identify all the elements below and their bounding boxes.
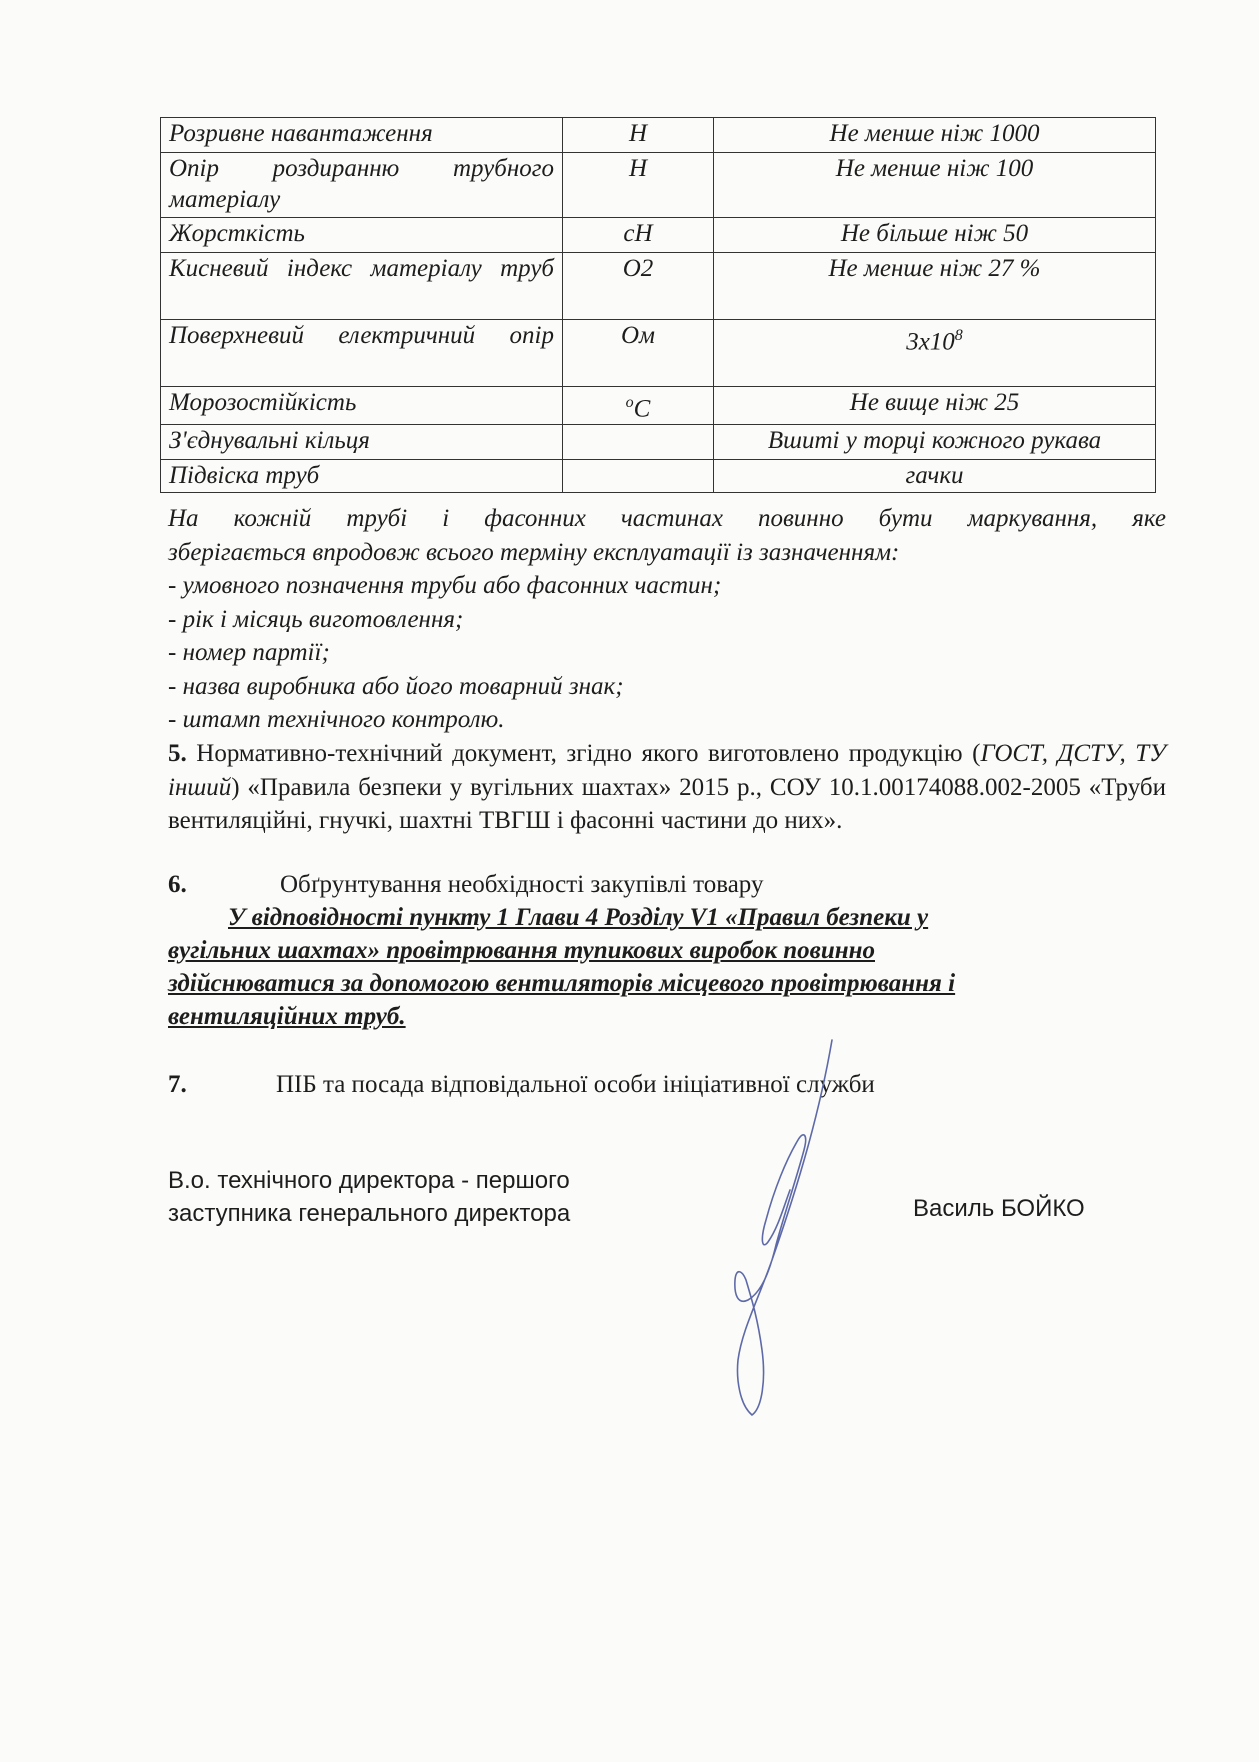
- justification-line: У відповідності пункту 1 Глави 4 Розділу V1 «Правил безпеки у: [228, 904, 929, 931]
- param-name: Поверхневий електричний опір: [161, 320, 563, 387]
- param-value: Не менше ніж 1000: [714, 118, 1156, 153]
- marking-item: - рік і місяць виготовлення;: [168, 605, 464, 633]
- position-line1: В.о. технічного директора - першого: [168, 1167, 570, 1194]
- section-6-number: 6.: [168, 871, 187, 898]
- justification-text: [168, 901, 1098, 1033]
- param-name: Кисневий індекс матеріалу труб: [161, 253, 563, 320]
- param-value: Не більше ніж 50: [714, 218, 1156, 253]
- position-line2: заступника генерального директора: [168, 1200, 571, 1227]
- section-5-text-a: Нормативно-технічний документ, згідно якого виготовлено продукцію (: [186, 740, 981, 767]
- param-value: [714, 320, 1156, 387]
- param-name: Опір роздиранню трубного матеріалу: [161, 153, 563, 218]
- param-name: Морозостійкість: [161, 387, 563, 425]
- param-value: Не вище ніж 25: [714, 387, 1156, 425]
- param-value: Вшиті у торці кожного рукава: [714, 425, 1156, 460]
- justification-line: вугільних шахтах» провітрювання тупикових виробок повинно: [168, 937, 875, 964]
- param-value: Не менше ніж 27 %: [714, 253, 1156, 320]
- signatory-position: [168, 1164, 570, 1230]
- unit-degree: о: [625, 394, 634, 411]
- param-unit: Н: [563, 118, 714, 153]
- param-name: Розривне навантаження: [161, 118, 563, 153]
- justification-line: вентиляційних труб.: [168, 1003, 406, 1030]
- section-5-paragraph: [168, 737, 1166, 838]
- param-name: З'єднувальні кільця: [161, 425, 563, 460]
- table-row: [161, 218, 1156, 253]
- marking-intro-line1: На кожній трубі і фасонних частинах повинно бути маркування, яке: [168, 505, 1166, 532]
- param-unit: Ом: [563, 320, 714, 387]
- param-unit: [563, 387, 714, 425]
- marking-item: - номер партії;: [168, 639, 330, 666]
- section-7-title: ПІБ та посада відповідальної особи ініціативної служби: [276, 1071, 875, 1098]
- param-unit: сН: [563, 218, 714, 253]
- section-6-title: Обґрунтування необхідності закупівлі товару: [280, 871, 764, 898]
- param-value: гачки: [714, 460, 1156, 493]
- marking-item: - умовного позначення труби або фасонних частин;: [168, 572, 722, 599]
- param-unit: [563, 425, 714, 460]
- param-name: Підвіска труб: [161, 460, 563, 493]
- table-row: [161, 425, 1156, 460]
- param-unit: О2: [563, 253, 714, 320]
- justification-line: здійснюватися за допомогою вентиляторів місцевого провітрювання і: [168, 970, 956, 997]
- marking-requirements: [168, 502, 1166, 737]
- marking-intro-line2: зберігається впродовж всього терміну експлуатації із зазначенням:: [168, 538, 900, 566]
- param-value: Не менше ніж 100: [714, 153, 1156, 218]
- marking-item: - назва виробника або його товарний знак;: [168, 672, 624, 700]
- value-exponent: 8: [954, 327, 963, 344]
- specs-table: [160, 117, 1156, 493]
- value-base: 3х10: [906, 328, 955, 356]
- table-row: [161, 320, 1156, 387]
- table-row: [161, 153, 1156, 218]
- signatory-name: Василь БОЙКО: [913, 1195, 1085, 1222]
- section-5-text-b: ) «Правила безпеки у вугільних шахтах» 2015 р., СОУ 10.1.00174088.002-2005 «Труби вентиляційні, гнучкі, шахтні ТВГШ і фасонні частини до них».: [168, 773, 1166, 834]
- section-5-text-italic: ГОСТ, ДСТУ, ТУ інший: [168, 740, 1166, 801]
- table-row: [161, 460, 1156, 493]
- section-5-number: 5.: [168, 740, 187, 767]
- table-row: [161, 387, 1156, 425]
- param-unit: [563, 460, 714, 493]
- table-row: [161, 253, 1156, 320]
- unit-text: С: [633, 395, 651, 423]
- section-7-number: 7.: [168, 1071, 187, 1098]
- handwritten-signature: [700, 1030, 850, 1430]
- marking-item: - штамп технічного контролю.: [168, 706, 505, 733]
- param-name: Жорсткість: [161, 218, 563, 253]
- param-unit: Н: [563, 153, 714, 218]
- table-row: [161, 118, 1156, 153]
